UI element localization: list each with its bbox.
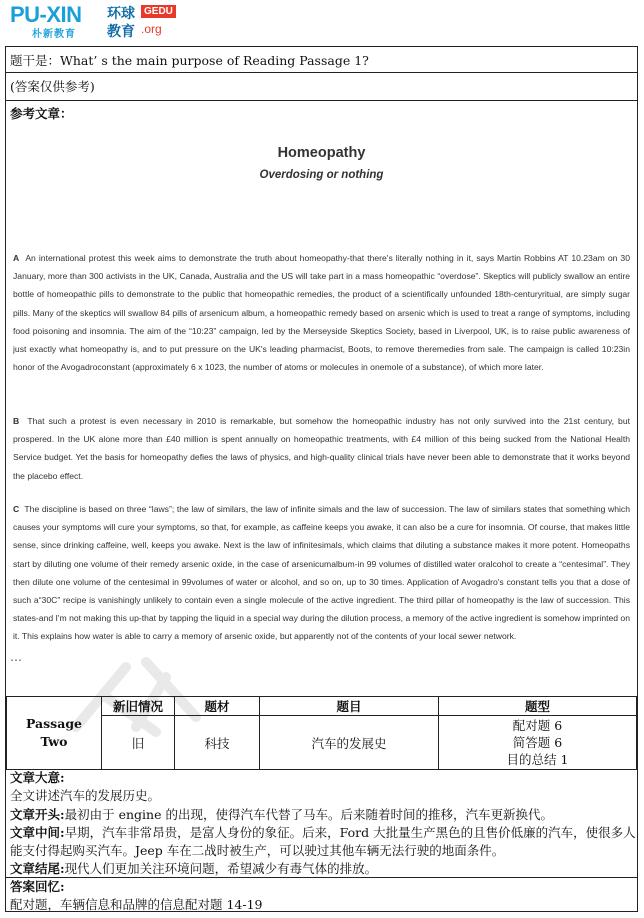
gedu-logo-line2: 教育 bbox=[107, 24, 135, 40]
recall-section bbox=[6, 877, 637, 914]
type-item: 简答题 6 bbox=[512, 735, 563, 750]
summary-section bbox=[10, 769, 636, 879]
header-type: 题型 bbox=[439, 697, 637, 716]
start-label: 文章开头: bbox=[10, 806, 65, 822]
ellipsis: … bbox=[10, 650, 22, 664]
topic-cell: 汽车的发展史 bbox=[260, 716, 439, 770]
passage-line2: Two bbox=[40, 734, 68, 749]
middle-label: 文章中间: bbox=[10, 824, 65, 840]
puxin-logo-sub: 朴新教育 bbox=[32, 29, 76, 40]
main-idea-label: 文章大意: bbox=[10, 770, 65, 785]
paragraph-c bbox=[11, 500, 632, 646]
header-topic: 题目 bbox=[260, 697, 439, 716]
middle-text: 早期，汽车非常昂贵，是富人身份的象征。后来，Ford 大批量生产黑色的且售价低廉的汽车，使很多人能支付得起购买汽车。Jeep 车在二战时被生产，可以驶过其他车辆无法行驶的地面条件。 bbox=[10, 824, 636, 859]
main-idea-text: 全文讲述汽车的发展历史。 bbox=[10, 788, 161, 804]
gedu-logo-line1: 环球 bbox=[107, 6, 135, 22]
genre-cell: 科技 bbox=[175, 716, 260, 770]
passage-info-table bbox=[6, 696, 637, 770]
note-row bbox=[6, 73, 637, 101]
document-frame bbox=[5, 46, 638, 912]
type-item: 配对题 6 bbox=[512, 718, 563, 733]
recall-label: 答案回忆: bbox=[10, 879, 65, 894]
header-genre: 题材 bbox=[175, 697, 260, 716]
question-text: 题干是：What’ s the main purpose of Reading Passage 1? bbox=[10, 53, 369, 68]
end-text: 现代人们更加关注环境问题，希望减少有毒气体的排放。 bbox=[64, 861, 378, 877]
start-text: 最初由于 engine 的出现，使得汽车代替了马车。后来随着时间的推移，汽车更新换代。 bbox=[64, 806, 553, 822]
paragraph-b bbox=[11, 412, 632, 485]
paragraph-b-text: That such a protest is even necessary in 2010 is remarkable, but somehow the homeopathic industry has not only survived into the 21st century, but prospered. In the UK alone more than £40 million is spent annually on homeopathic treatments, with £4 million of this being sucked from the National Health Service budget. Yet the basis for homeopathy defies the laws of physics, and high-quality clinical trials have never been able to demonstrate that it works beyond the placebo effect. bbox=[13, 416, 630, 481]
reference-article bbox=[11, 130, 632, 642]
gedu-logo-org: .org bbox=[141, 22, 162, 36]
gedu-logo bbox=[107, 3, 173, 41]
passage-line1: Passage bbox=[25, 716, 83, 731]
type-item: 目的总结 1 bbox=[506, 752, 569, 767]
page-header bbox=[0, 0, 644, 44]
header-status: 新旧情况 bbox=[102, 697, 175, 716]
paragraph-c-text: The discipline is based on three “laws”; the law of similars, the law of infinite simals and the law of succession. The law of similars states that something which causes your symptoms will cure your symptoms, so that, for example, as caffeine keeps you awake, it can also be a cure for insomnia. Of course, that makes little sense, since drinking caffeine, well, keeps you awake. Next is the law of infinitesimals, which claims that diluting a substance makes it more potent. Homeopaths start by diluting one volume of their remedy arsenic oxide, in the case of arsenicumalbum-in 99 volumes of distilled water oralcohol to create a “centesimal”. They then dilute one volume of the centesimal in 99volumes of water or alcohol, and so on, up to 30 times. Application of Avogadro's constant tells you that a dose of such a“30C” recipe is vanishingly unlikely to contain even a single molecule of the active ingredient. The third pillar of homeopathy is the law of succession. This states-and I'm not making this up-that by tapping the liquid in a special way during the dilution process, a memory of the active ingredient is somehow imprinted on it. This explains how water is able to carry a memory of arsenic oxide, but apparently not of the contents of your local sewer network. bbox=[13, 504, 631, 642]
recall-text: 配对题，车辆信息和品牌的信息配对题 14-19 bbox=[10, 897, 263, 912]
puxin-logo-word: PU-XIN bbox=[10, 2, 82, 27]
reference-label: 参考文章： bbox=[10, 106, 73, 121]
gedu-logo-badge: GEDU bbox=[141, 5, 176, 18]
type-cell bbox=[439, 716, 637, 770]
question-row bbox=[6, 47, 637, 73]
passage-cell bbox=[7, 697, 102, 770]
article-title: Homeopathy bbox=[277, 145, 366, 161]
paragraph-a-text: An international protest this week aims to demonstrate the truth about homeopathy-that there's literally nothing in it, says Martin Robbins AT 10.23am on 30 January, more than 300 activists in the UK, Canada, Australia and the US will take part in a mass homeopathic “overdose”. Skeptics will publicly swallow an entire bottle of homeopathic pills to demonstrate to the public that homeopathic remedies, the product of a scientifically unfounded 18th-centuryritual, are simply sugar pills. Many of the skeptics will swallow 84 pills of arsenicum album, a homeopathic remedy based on arsenic which is used to treat a range of symptoms, including food poisoning and insomnia. The aim of the “10:23” campaign, led by the Merseyside Skeptics Society, based in Liverpool, UK, is to raise public awareness of just exactly what homeopathy is, and to put pressure on the UK's leading pharmacist, Boots, to remove theremedies from sale. The campaign is called 10:23in honor of the Avogadroconstant (approximately 6 x 1023, the number of atoms or molecules in onemole of a substance), of which more later. bbox=[13, 253, 630, 373]
paragraph-b-label: B bbox=[13, 416, 20, 426]
article-subtitle: Overdosing or nothing bbox=[259, 169, 384, 181]
paragraph-c-label: C bbox=[13, 504, 20, 514]
paragraph-a bbox=[11, 249, 632, 376]
paragraph-a-label: A bbox=[13, 253, 20, 263]
puxin-logo bbox=[10, 2, 96, 40]
status-cell: 旧 bbox=[102, 716, 175, 770]
end-label: 文章结尾: bbox=[10, 861, 65, 877]
answer-note: (答案仅供参考) bbox=[10, 79, 95, 94]
